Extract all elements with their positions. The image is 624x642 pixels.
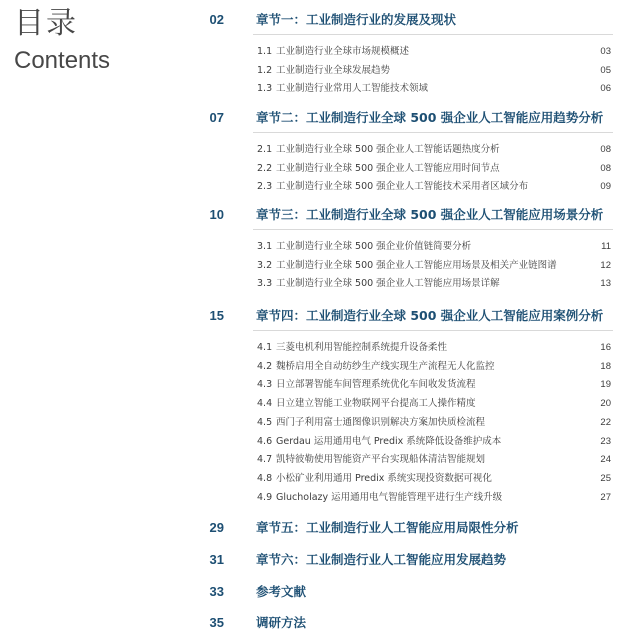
entry-page-number: 09 — [600, 181, 611, 193]
chapter-page-number: 31 — [209, 552, 224, 567]
entry-title[interactable]: 工业制造行业全球 500 强企业人工智能应用场景及相关产业链图谱 — [276, 259, 557, 271]
entry-title[interactable]: 工业制造行业全球市场规模概述 — [276, 46, 410, 57]
entry-number: 1.3 — [257, 83, 273, 95]
entry-title[interactable]: 工业制造行业常用人工智能技术领域 — [276, 83, 429, 95]
toc-entry[interactable] — [0, 257, 624, 275]
chapter-page-number: 10 — [209, 207, 224, 222]
toc-entry[interactable] — [0, 238, 624, 256]
entry-number: 3.1 — [257, 241, 273, 252]
entry-number: 1.1 — [257, 46, 273, 57]
entry-page-number: 08 — [600, 162, 611, 174]
entry-number: 4.3 — [257, 379, 273, 391]
entry-title[interactable]: 小松矿业利用通用 Predix 系统实现投资数据可视化 — [276, 472, 492, 484]
entry-title[interactable]: 工业制造行业全球 500 强企业价值链简要分析 — [276, 241, 472, 252]
chapter-title[interactable]: 参考文献 — [256, 584, 307, 599]
entry-page-number: 13 — [600, 278, 611, 290]
entry-title[interactable]: 凯特彼勒使用智能资产平台实现船体清洁智能规划 — [276, 454, 486, 466]
entry-page-number: 12 — [600, 259, 611, 271]
entry-page-number: 27 — [600, 491, 611, 503]
toc-entry[interactable] — [0, 339, 624, 357]
chapter-title[interactable]: 章节二：工业制造行业全球 500 强企业人工智能应用趋势分析 — [256, 110, 604, 125]
toc-entry[interactable] — [0, 395, 624, 413]
toc-entry[interactable] — [0, 141, 624, 159]
entry-title[interactable]: Gerdau 运用通用电气 Predix 系统降低设备维护成本 — [276, 435, 502, 447]
toc-entry[interactable] — [0, 489, 624, 507]
toc-entry[interactable] — [0, 275, 624, 293]
toc-entry[interactable] — [0, 376, 624, 394]
entry-page-number: 24 — [600, 454, 611, 466]
entry-number: 4.9 — [257, 491, 273, 503]
entry-page-number: 25 — [600, 472, 611, 484]
chapter-title[interactable]: 章节四：工业制造行业全球 500 强企业人工智能应用案例分析 — [256, 308, 604, 323]
toc-entry[interactable] — [0, 80, 624, 98]
chapter-divider — [253, 229, 613, 230]
chapter-divider — [253, 132, 613, 133]
entry-number: 2.2 — [257, 162, 273, 174]
entry-page-number: 20 — [600, 398, 611, 410]
entry-number: 3.3 — [257, 278, 273, 290]
entry-title[interactable]: 日立建立智能工业物联网平台提高工人操作精度 — [276, 398, 476, 410]
entry-number: 2.1 — [257, 144, 273, 155]
chapter-title[interactable]: 章节六：工业制造行业人工智能应用发展趋势 — [256, 552, 507, 567]
entry-page-number: 11 — [601, 241, 611, 252]
entry-page-number: 08 — [600, 144, 611, 155]
entry-page-number: 06 — [600, 83, 611, 95]
toc-entry[interactable] — [0, 43, 624, 61]
entry-page-number: 19 — [600, 379, 611, 391]
chapter-title[interactable]: 调研方法 — [256, 615, 307, 630]
entry-title[interactable]: Glucholazy 运用通用电气智能管理平进行生产线升级 — [276, 491, 503, 503]
entry-title[interactable]: 日立部署智能车间管理系统优化车间收发货流程 — [276, 379, 476, 391]
chapter-page-number: 02 — [209, 12, 224, 27]
chapter-page-number: 15 — [209, 308, 224, 323]
chapter-title[interactable]: 章节五：工业制造行业人工智能应用局限性分析 — [256, 520, 519, 535]
entry-page-number: 22 — [600, 416, 611, 428]
entry-title[interactable]: 工业制造行业全球发展趋势 — [276, 64, 391, 76]
toc-entry[interactable] — [0, 433, 624, 451]
toc-entry[interactable] — [0, 451, 624, 469]
entry-page-number: 03 — [600, 46, 611, 57]
entry-title[interactable]: 工业制造行业全球 500 强企业人工智能应用场景详解 — [276, 278, 500, 290]
entry-number: 3.2 — [257, 259, 273, 271]
entry-title[interactable]: 西门子利用富士通图像识别解决方案加快质检流程 — [276, 416, 486, 428]
chapter-divider — [253, 34, 613, 35]
entry-title[interactable]: 工业制造行业全球 500 强企业人工智能技术采用者区域分布 — [276, 181, 529, 193]
chapter-page-number: 29 — [209, 520, 224, 535]
entry-number: 4.8 — [257, 472, 273, 484]
entry-title[interactable]: 工业制造行业全球 500 强企业人工智能话题热度分析 — [276, 144, 500, 155]
entry-number: 1.2 — [257, 64, 273, 76]
entry-number: 4.4 — [257, 398, 273, 410]
toc-entry[interactable] — [0, 178, 624, 196]
entry-title[interactable]: 工业制造行业全球 500 强企业人工智能应用时间节点 — [276, 162, 500, 174]
toc-entry[interactable] — [0, 358, 624, 376]
chapter-page-number: 33 — [209, 584, 224, 599]
entry-number: 4.1 — [257, 342, 273, 353]
entry-title[interactable]: 三菱电机利用智能控制系统提升设备柔性 — [276, 342, 448, 353]
chapter-title[interactable]: 章节三：工业制造行业全球 500 强企业人工智能应用场景分析 — [256, 207, 604, 222]
entry-number: 4.2 — [257, 360, 273, 372]
page-subtitle: Contents — [14, 47, 111, 74]
toc-entry[interactable] — [0, 470, 624, 488]
entry-number: 2.3 — [257, 181, 273, 193]
chapter-page-number: 07 — [209, 110, 224, 125]
entry-title[interactable]: 魏桥启用全自动纺纱生产线实现生产流程无人化监控 — [276, 360, 495, 372]
entry-page-number: 18 — [600, 360, 611, 372]
page-title: 目录 — [14, 6, 78, 41]
toc-entry[interactable] — [0, 414, 624, 432]
chapter-page-number: 35 — [209, 615, 224, 630]
entry-page-number: 05 — [600, 64, 611, 76]
chapter-divider — [253, 330, 613, 331]
chapter-title[interactable]: 章节一：工业制造行业的发展及现状 — [256, 12, 457, 27]
entry-number: 4.7 — [257, 454, 273, 466]
entry-page-number: 16 — [600, 342, 611, 353]
toc-entry[interactable] — [0, 160, 624, 178]
entry-number: 4.6 — [257, 435, 273, 447]
entry-page-number: 23 — [600, 435, 611, 447]
toc-entry[interactable] — [0, 62, 624, 80]
entry-number: 4.5 — [257, 416, 273, 428]
